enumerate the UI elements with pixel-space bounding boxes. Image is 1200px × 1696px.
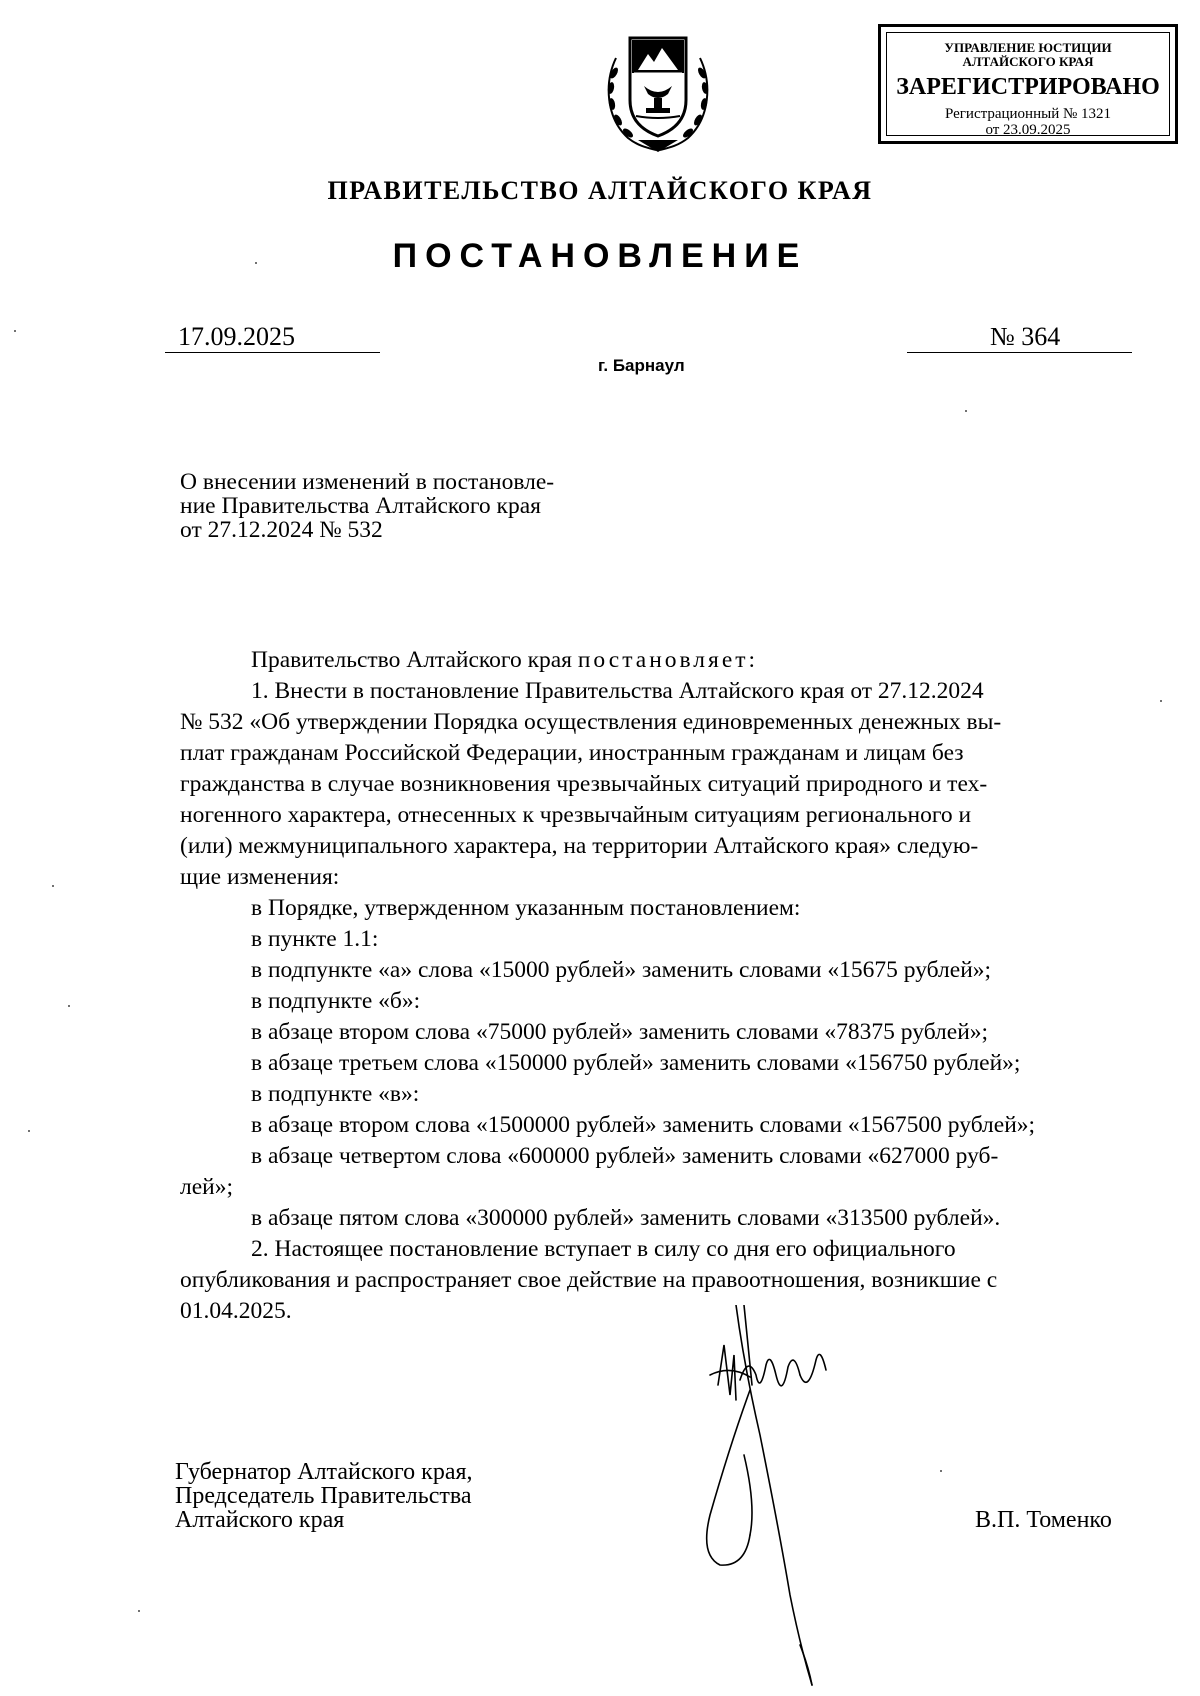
stamp-authority-line1: УПРАВЛЕНИЕ ЮСТИЦИИ [944, 40, 1112, 55]
position-line: Председатель Правительства [175, 1483, 472, 1509]
subject-line: ние Правительства Алтайского края [180, 493, 541, 519]
intro-lead: Правительство Алтайского края [251, 647, 578, 673]
body-line: в абзаце втором слова «75000 рублей» заменить словами «78375 рублей»; [251, 1019, 989, 1045]
stamp-status: ЗАРЕГИСТРИРОВАНО [896, 74, 1160, 100]
document-subject [180, 470, 648, 542]
document-body [180, 645, 1135, 1327]
scan-speck [255, 262, 257, 264]
document-date: 17.09.2025 [178, 322, 295, 351]
scan-speck [138, 1610, 140, 1612]
position-line: Алтайского края [175, 1507, 345, 1533]
stamp-authority-line2: АЛТАЙСКОГО КРАЯ [962, 54, 1094, 69]
body-line: гражданства в случае возникновения чрезвычайных ситуаций природного и тех- [180, 771, 988, 797]
date-underline [165, 352, 380, 353]
body-line: в пункте 1.1: [251, 926, 379, 952]
body-line: в Порядке, утвержденном указанным постановлением: [251, 895, 801, 921]
body-line: лей»; [180, 1174, 234, 1200]
body-line: № 532 «Об утверждении Порядка осуществления единовременных денежных вы- [180, 709, 1002, 735]
body-intro [180, 645, 1135, 676]
scan-speck [68, 1005, 70, 1007]
scan-speck [52, 885, 54, 887]
scan-speck [940, 1470, 942, 1472]
body-line: в подпункте «а» слова «15000 рублей» заменить словами «15675 рублей»; [251, 957, 992, 983]
scan-speck [1160, 700, 1162, 702]
body-line: 2. Настоящее постановление вступает в силу со дня его официального [251, 1236, 956, 1262]
body-line: (или) межмуниципального характера, на территории Алтайского края» следую- [180, 833, 979, 859]
stamp-reg-date: от 23.09.2025 [985, 122, 1071, 138]
body-line: 1. Внести в постановление Правительства Алтайского края от 27.12.2024 [251, 678, 984, 704]
subject-line: О внесении изменений в постановле- [180, 469, 555, 495]
body-line: щие изменения: [180, 864, 340, 890]
city-label: г. Барнаул [598, 356, 685, 375]
document-number: № 364 [990, 322, 1061, 351]
scan-speck [965, 410, 967, 412]
body-line: в абзаце четвертом слова «600000 рублей» заменить словами «627000 руб- [251, 1143, 999, 1169]
body-line: опубликования и распространяет свое действие на правоотношения, возникшие с [180, 1267, 998, 1293]
document-type-title: ПОСТАНОВЛЕНИЕ [392, 237, 808, 275]
position-line: Губернатор Алтайского края, [175, 1459, 473, 1485]
coat-of-arms-emblem [598, 28, 718, 156]
stamp-inner-frame [886, 32, 1170, 136]
body-line: 01.04.2025. [180, 1298, 292, 1324]
body-line: в абзаце втором слова «1500000 рублей» заменить словами «1567500 рублей»; [251, 1112, 1036, 1138]
body-line: плат гражданам Российской Федерации, иностранным гражданам и лицам без [180, 740, 964, 766]
handwritten-signature [690, 1305, 910, 1690]
body-line: в подпункте «б»: [251, 988, 421, 1014]
intro-decree-word: постановляет: [577, 647, 759, 673]
government-title: ПРАВИТЕЛЬСТВО АЛТАЙСКОГО КРАЯ [327, 176, 873, 205]
body-lines [180, 676, 1135, 1327]
body-line: в подпункте «в»: [251, 1081, 420, 1107]
body-line: в абзаце третьем слова «150000 рублей» заменить словами «156750 рублей»; [251, 1050, 1021, 1076]
registration-stamp [878, 24, 1178, 144]
scan-speck [28, 1130, 30, 1132]
signatory-name: В.П. Томенко [975, 1507, 1112, 1533]
scan-speck [14, 330, 16, 332]
stamp-reg-number: Регистрационный № 1321 [944, 106, 1112, 122]
body-line: в абзаце пятом слова «300000 рублей» заменить словами «313500 рублей». [251, 1205, 1001, 1231]
body-line: ногенного характера, отнесенных к чрезвычайным ситуациям регионального и [180, 802, 972, 828]
signatory-position [175, 1460, 473, 1532]
subject-line: от 27.12.2024 № 532 [180, 517, 383, 543]
number-underline [907, 352, 1132, 353]
